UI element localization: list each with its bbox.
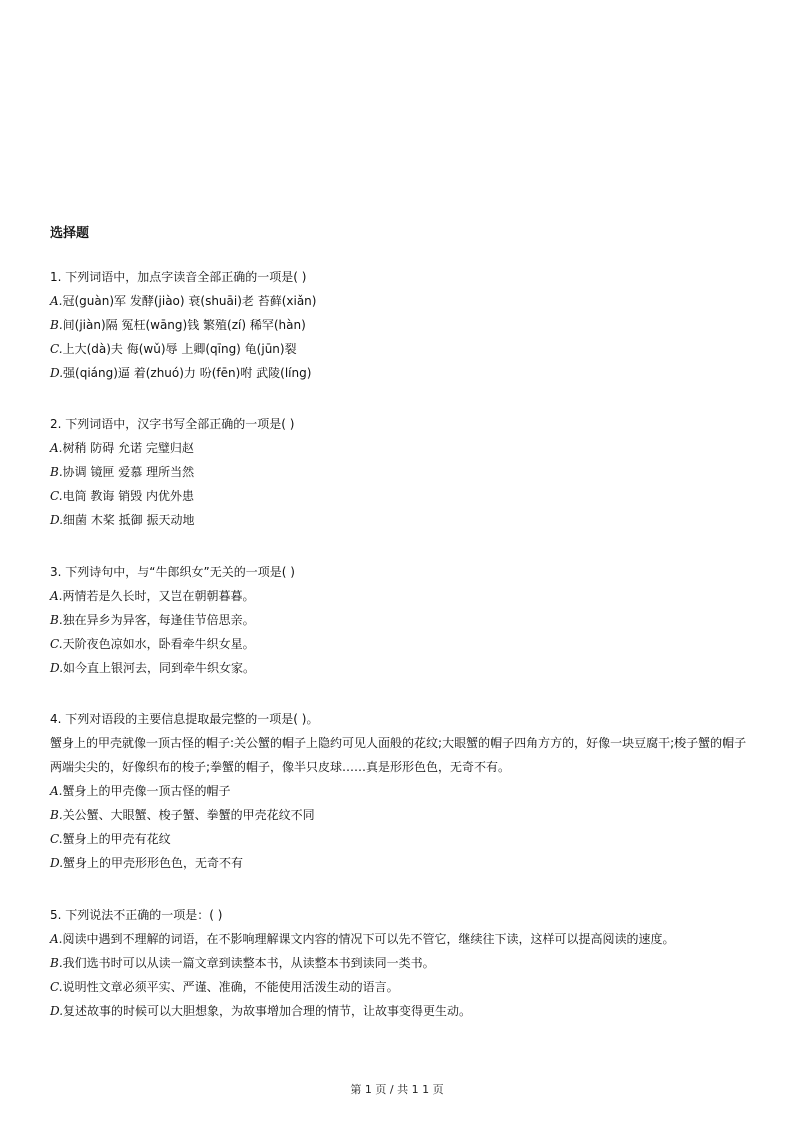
option-a <box>50 289 750 313</box>
option-text: 我们选书时可以从读一篇文章到读整本书，从读整本书到读同一类书。 <box>62 956 435 970</box>
option-text: 如今直上银河去，同到牵牛织女家。 <box>63 661 256 675</box>
question-3 <box>50 560 750 680</box>
option-letter: A. <box>50 441 63 455</box>
option-letter: A. <box>50 294 63 308</box>
option-b <box>50 460 750 484</box>
option-text: 说明性文章必须平实、严谨、准确，不能使用活泼生动的语言。 <box>62 980 399 994</box>
option-d <box>50 999 750 1023</box>
option-d <box>50 656 750 680</box>
option-letter: A. <box>50 784 63 798</box>
option-letter: D. <box>50 856 64 870</box>
option-letter: C. <box>50 980 63 994</box>
section-title: 选择题 <box>50 226 90 241</box>
option-a <box>50 436 750 460</box>
option-text: 关公蟹、大眼蟹、梭子蟹、拳蟹的甲壳花纹不同 <box>62 808 315 822</box>
option-c <box>50 484 750 508</box>
option-text: 上大(dà)夫 侮(wǔ)辱 上卿(qīng) 龟(jūn)裂 <box>62 342 297 356</box>
question-2 <box>50 412 750 532</box>
option-letter: D. <box>50 1004 64 1018</box>
option-d <box>50 508 750 532</box>
option-b <box>50 608 750 632</box>
option-a <box>50 584 750 608</box>
option-text: 协调 镜匣 爱慕 理所当然 <box>62 465 195 479</box>
page-footer: 第 1 页 / 共 1 1 页 <box>350 1083 444 1096</box>
option-text: 冠(guàn)军 发酵(jiào) 衰(shuāi)老 苔藓(xiǎn) <box>62 294 317 308</box>
option-b <box>50 803 750 827</box>
option-c <box>50 337 750 361</box>
option-b <box>50 951 750 975</box>
option-letter: D. <box>50 513 64 527</box>
option-c <box>50 632 750 656</box>
question-5 <box>50 903 750 1023</box>
option-letter: C. <box>50 832 63 846</box>
option-letter: C. <box>50 489 63 503</box>
question-stem: 1. 下列词语中，加点字读音全部正确的一项是( ) <box>50 270 307 284</box>
option-letter: D. <box>50 661 64 675</box>
option-letter: A. <box>50 589 63 603</box>
option-letter: C. <box>50 637 63 651</box>
option-text: 独在异乡为异客，每逢佳节倍思亲。 <box>62 613 255 627</box>
option-a <box>50 779 750 803</box>
option-text: 细菌 木桨 抵御 振天动地 <box>63 513 195 527</box>
option-c <box>50 975 750 999</box>
option-text: 天阶夜色凉如水，卧看牵牛织女星。 <box>62 637 255 651</box>
question-stem: 4. 下列对语段的主要信息提取最完整的一项是( )。 <box>50 712 319 726</box>
option-letter: B. <box>50 465 63 479</box>
option-text: 蟹身上的甲壳形形色色，无奇不有 <box>63 856 244 870</box>
option-c <box>50 827 750 851</box>
option-text: 蟹身上的甲壳有花纹 <box>62 832 171 846</box>
option-text: 蟹身上的甲壳像一顶古怪的帽子 <box>62 784 231 798</box>
option-letter: B. <box>50 318 63 332</box>
option-letter: C. <box>50 342 63 356</box>
option-letter: B. <box>50 613 63 627</box>
question-4 <box>50 707 750 875</box>
option-letter: B. <box>50 808 63 822</box>
option-letter: D. <box>50 366 64 380</box>
option-text: 电筒 教诲 销毁 内优外患 <box>62 489 195 503</box>
option-letter: B. <box>50 956 63 970</box>
option-text: 强(qiáng)逼 着(zhuó)力 吩(fēn)咐 武陵(líng) <box>63 366 312 380</box>
option-text: 树稍 防碍 允诺 完璧归赵 <box>62 441 194 455</box>
question-stem: 2. 下列词语中，汉字书写全部正确的一项是( ) <box>50 417 295 431</box>
option-text: 阅读中遇到不理解的词语，在不影响理解课文内容的情况下可以先不管它，继续往下读，这样可以提高阅读的速度。 <box>62 932 675 946</box>
option-text: 两情若是久长时，又岂在朝朝暮暮。 <box>62 589 255 603</box>
option-b <box>50 313 750 337</box>
option-d <box>50 361 750 385</box>
option-text: 复述故事的时候可以大胆想象，为故事增加合理的情节，让故事变得更生动。 <box>63 1004 472 1018</box>
option-d <box>50 851 750 875</box>
option-text: 间(jiàn)隔 冤枉(wāng)钱 繁殖(zí) 稀罕(hàn) <box>62 318 306 332</box>
option-a <box>50 927 750 951</box>
question-stem: 5. 下列说法不正确的一项是：( ) <box>50 908 223 922</box>
question-1 <box>50 265 750 385</box>
question-stem: 3. 下列诗句中，与“牛郎织女”无关的一项是( ) <box>50 565 295 579</box>
reading-passage: 蟹身上的甲壳就像一顶古怪的帽子:关公蟹的帽子上隐约可见人面般的花纹;大眼蟹的帽子四角方方的，好像一块豆腐干;梭子蟹的帽子两端尖尖的，好像织布的梭子;拳蟹的帽子，像半只皮球……真是形形色色，无奇不有。 <box>50 736 747 774</box>
option-letter: A. <box>50 932 63 946</box>
